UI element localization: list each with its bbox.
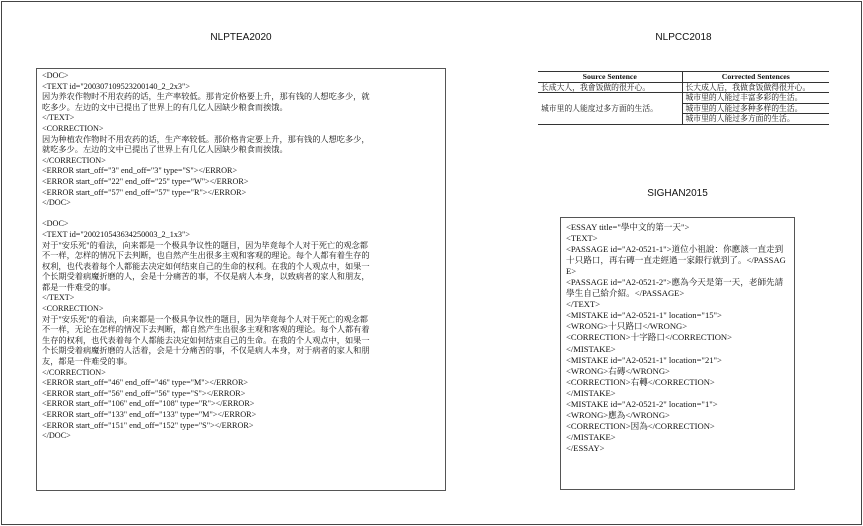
markup-line: 对于"安乐死"的看法，向来都是一个极具争议性的题目，因为毕竟每个人对于死亡的观念都 (42, 240, 368, 250)
markup-line: 对于"安乐死"的看法，向来都是一个极具争议性的题目，因为毕竟每个人对于死亡的观念都 (42, 314, 368, 324)
markup-line: 因为养农作物时不用农药的话，生产率较低。那肯定价格要上升，那有钱的人想吃多少，就 (42, 92, 370, 102)
table-row (538, 82, 829, 93)
markup-line: </MISTAKE> (566, 431, 616, 442)
markup-line: 个长期受着病魔折磨的人，会是十分痛苦的事，不仅是病人本身，以致病者的家人和朋友， (42, 272, 370, 282)
markup-line: <TEXT id="200210543634250003_2_1x3"> (42, 229, 190, 239)
markup-line: </CORRECTION> (42, 367, 106, 377)
markup-line: 吃多少。左边的文中已提出了世界上的有几亿人因缺少粮食而挨饿。 (42, 102, 288, 112)
markup-line: 不一样，无论在怎样的情况下去判断，都自然产生出很多主观和客观的理论。每个人都有着 (42, 325, 370, 335)
markup-line: 友，都是一件难受的事。 (42, 357, 133, 367)
nlpcc-example-table (538, 71, 829, 125)
markup-line: <MISTAKE id="A2-0521-2" location="1"> (566, 398, 718, 409)
markup-line: <CORRECTION>因為</CORRECTION> (566, 420, 715, 431)
markup-line: <ERROR start_off="56" end_off="56" type="S"></ERROR> (42, 388, 246, 398)
markup-line: 就吃多少。左边的文中已提出了世界上有几亿人因缺少粮食而挨饿。 (42, 145, 288, 155)
markup-line: 权利，也代表着每个人都能去决定如何结束自己的生命的权利。在我的个人观点中，如果一 (42, 261, 370, 271)
markup-line: </TEXT> (42, 113, 75, 123)
markup-line: <MISTAKE id="A2-0521-1" location="21"> (566, 354, 722, 365)
markup-line: <ERROR start_off="46" end_off="46" type="M"></ERROR> (42, 378, 249, 388)
markup-line: <DOC> (42, 71, 69, 80)
markup-line: 生存的权利，也代表着每个人都能去决定如何结束自己的生命。在我的个人观点中，如果一 (42, 335, 370, 345)
source-cell: 城市里的人能度过多方面的生活。 (538, 93, 682, 125)
markup-line: <WRONG>應為</WRONG> (566, 409, 670, 420)
markup-line: <MISTAKE id="A2-0521-1" location="15"> (566, 310, 722, 321)
markup-line: 都是一件难受的事。 (42, 282, 116, 292)
markup-line: <ERROR start_off="3" end_off="3" type="S"></ERROR> (42, 166, 238, 176)
markup-line: <ERROR start_off="22" end_off="25" type="W"></ERROR> (42, 176, 249, 186)
markup-line: <WRONG>十只路口</WRONG> (566, 321, 688, 332)
table-header-row (538, 72, 829, 83)
markup-line: </DOC> (42, 198, 71, 208)
nlpcc-caption: NLPCC2018 (655, 32, 712, 43)
markup-line: <WRONG>右磚</WRONG> (566, 365, 670, 376)
markup-line: </TEXT> (42, 293, 75, 303)
corrected-sentences-header: Corrected Sentences (682, 72, 829, 83)
markup-line: </TEXT> (566, 299, 601, 310)
source-sentence-header: Source Sentence (538, 72, 682, 83)
markup-line (42, 209, 440, 220)
markup-line: 不一样，怎样的情况下去判断，也自然产生出很多主观和客观的理论。每个人都有着生存的 (42, 251, 370, 261)
markup-line: <ERROR start_off="106" end_off="108" type="R"></ERROR> (42, 399, 255, 409)
markup-line: </MISTAKE> (566, 343, 616, 354)
markup-line: <DOC> (42, 219, 69, 229)
markup-line: </MISTAKE> (566, 387, 616, 398)
markup-line: <TEXT> (566, 233, 598, 244)
source-cell: 长成大人，我會饭做的很开心。 (538, 82, 682, 93)
markup-line: <PASSAGE id="A2-0521-2">應為今天是第一天，老師先請學生自己給介紹。</PASSAGE> (566, 277, 784, 299)
markup-line: 个长期受着病魔折磨的人活着，会是十分痛苦的事，不仅是病人本身，对于病者的家人和朋 (42, 346, 370, 356)
sighan-caption: SIGHAN2015 (647, 188, 708, 199)
markup-line: <TEXT id="200307109523200140_2_2x3"> (42, 81, 190, 91)
markup-line: <CORRECTION>十字路口</CORRECTION> (566, 332, 732, 343)
nlptea-caption: NLPTEA2020 (210, 32, 272, 43)
markup-line: <ERROR start_off="133" end_off="133" type="M"></ERROR> (42, 410, 257, 419)
markup-line: </DOC> (42, 431, 71, 441)
sighan-example-box (560, 217, 795, 490)
corrected-cell: 城市里的人能过多种多样的生活。 (682, 103, 829, 114)
markup-line: <CORRECTION> (42, 123, 104, 133)
corrected-cell: 城市里的人能过丰富多彩的生活。 (682, 93, 829, 104)
corrected-cell: 城市里的人能过多方面的生活。 (682, 114, 829, 125)
markup-line: </CORRECTION> (42, 155, 106, 165)
markup-line: <CORRECTION>右轉</CORRECTION> (566, 376, 715, 387)
corrected-cell: 长大成人后，我做食饭做得很开心。 (685, 82, 811, 92)
markup-line: <CORRECTION> (42, 304, 104, 314)
figure-page (1, 1, 862, 525)
table-row (538, 93, 829, 104)
nlptea-example-box (36, 68, 446, 491)
markup-line: <ERROR start_off="57" end_off="57" type="R"></ERROR> (42, 187, 247, 197)
markup-line: <PASSAGE id="A2-0521-1">道位小祖說：你應該一直走到十只路口，再右磚一直走經過一家銀行就到了。</PASSAGE> (566, 244, 786, 277)
markup-line: </ESSAY> (566, 442, 605, 453)
markup-line: <ERROR start_off="151" end_off="152" type="S"></ERROR> (42, 420, 254, 430)
markup-line: <ESSAY title="學中文的第一天"> (566, 222, 690, 232)
markup-line: 因为种植农作物时不用农药的话，生产率较低。那价格肯定要上升，那有钱的人想吃多少， (42, 134, 370, 144)
